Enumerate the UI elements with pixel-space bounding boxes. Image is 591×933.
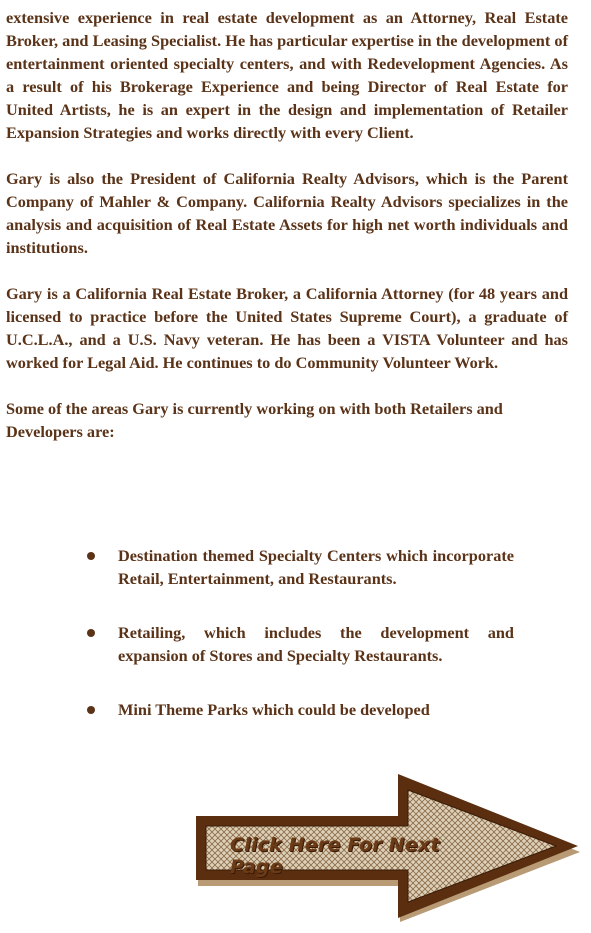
bullet-icon [87, 629, 95, 637]
bio-text [6, 6, 568, 443]
bio-paragraph-president: Gary is also the President of California Realty Advisors, which is the Parent Company of Mahler & Company. California Realty Advisors specializes in the analysis and acquisition of Real Estate Assets for high net worth individuals and institutions. [6, 169, 568, 257]
list-item [86, 621, 514, 667]
bio-paragraph-experience: extensive experience in real estate development as an Attorney, Real Estate Broker, and Leasing Specialist. He has particular expertise in the development of entertainment oriented specialty centers, and with Redevelopment Agencies. As a result of his Brokerage Experience and being Director of Real Estate for United Artists, he is an expert in the design and implementation of Retailer Expansion Strategies and works directly with every Client. [6, 8, 568, 142]
bullet-icon [87, 706, 95, 714]
list-item [86, 698, 514, 721]
list-item-text: Retailing, which includes the development and expansion of Stores and Specialty Restaurants. [118, 623, 514, 665]
list-item-text: Mini Theme Parks which could be developed [118, 700, 430, 719]
list-item [86, 544, 514, 590]
list-item-text: Destination themed Specialty Centers which incorporate Retail, Entertainment, and Restaurants. [118, 546, 514, 588]
areas-list [86, 544, 514, 752]
next-page-button[interactable] [194, 772, 584, 922]
bullet-icon [87, 552, 95, 560]
next-page-label[interactable]: Click Here For Next Page [230, 834, 440, 878]
bio-paragraph-credentials: Gary is a California Real Estate Broker, a California Attorney (for 48 years and licensed to practice before the United States Supreme Court), a graduate of U.C.L.A., and a U.S. Navy veteran. He has been a VISTA Volunteer and has worked for Legal Aid. He continues to do Community Volunteer Work. [6, 284, 568, 372]
areas-intro: Some of the areas Gary is currently working on with both Retailers and Developers are: [6, 399, 503, 441]
